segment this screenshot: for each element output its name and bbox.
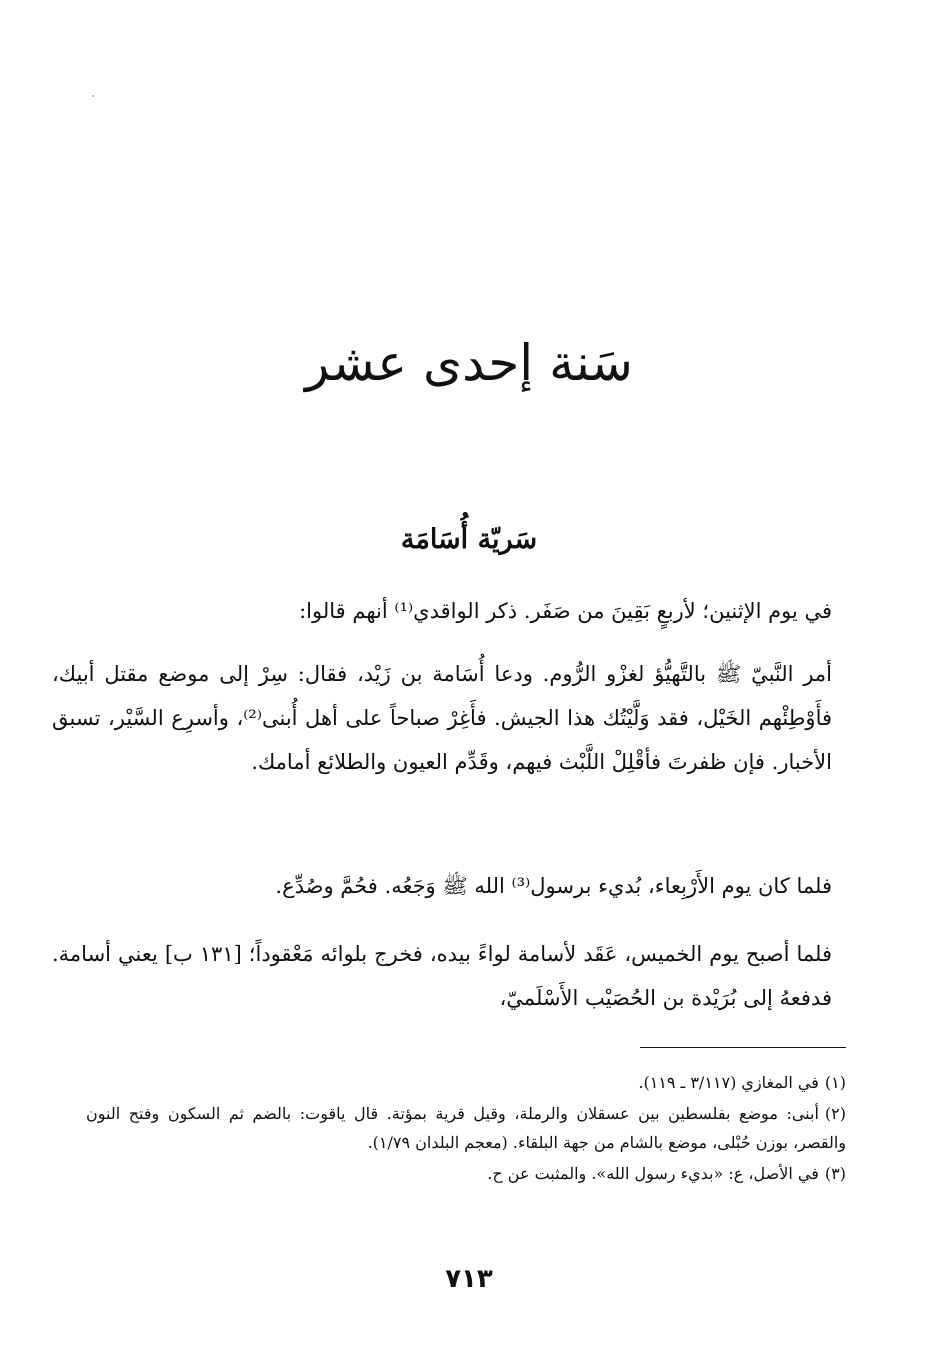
footnote-text: في الأصل، ع: «بديء رسول الله». والمثبت عن ح. [487, 1164, 819, 1183]
footnote-number: (٣) [824, 1164, 846, 1183]
paragraph-4: فلما أصبح يوم الخميس، عَقَد لأسامة لواءً بيده، فخرج بلوائه مَعْقوداً؛ [١٣١ ب] يعني أسامة. فدفعهُ إلى بُرَيْدة بن الحُصَيْب الأَسْلَميّ، [52, 942, 832, 1010]
section-title: سَريّة أُسَامَة [400, 524, 538, 555]
page-number: ٧١٣ [445, 1264, 493, 1294]
paragraph-3: فلما كان يوم الأَرْبِعاء، بُديء برسول⁽³⁾ الله ﷺ وَجَعُه. فحُمَّ وصُدِّع. [275, 874, 832, 898]
footnote-2 [86, 1099, 846, 1157]
footnote-1 [86, 1068, 846, 1097]
footnotes [86, 1068, 846, 1190]
footnote-separator [640, 1047, 846, 1048]
paragraph-2: أمر النَّبيّ ﷺ بالتَّهيُّؤ لغزْو الرُّوم. ودعا أُسَامة بن زَيْد، فقال: سِرْ إلى موضع مقتل أبيك، فأَوْطِئْهم الخَيْل، فقد وَلَّيْتُك هذا الجيش. فأَغِرْ صباحاً على أهل أُبنى⁽²⁾، وأسرِع السَّيْر، تسبق الأخبار. فإن ظفرتَ فأقْلِلْ اللَّبْث فيهم، وقَدِّم العيون والطلائع أمامك. [52, 662, 833, 774]
footnote-text: أبنى: موضع بفلسطين بين عسقلان والرملة، وقيل قرية بمؤتة. قال ياقوت: بالضم ثم السكون وفتح النون والقصر، بوزن حُبْلى، موضع بالشام من جهة البلقاء. (معجم البلدان ١/٧٩). [86, 1104, 846, 1152]
scan-speck [92, 95, 94, 97]
footnote-number: (٢) [824, 1104, 846, 1123]
chapter-title: سَنة إحدى عشر [305, 334, 633, 392]
paragraph-1: في يوم الإثنين؛ لأربعٍ بَقِينَ من صَفَر. ذكر الواقدي⁽¹⁾ أنهم قالوا: [299, 599, 832, 623]
footnote-3 [86, 1159, 846, 1188]
footnote-text: في المغازي (٣/١١٧ ـ ١١٩). [638, 1073, 819, 1092]
footnote-number: (١) [824, 1073, 846, 1092]
